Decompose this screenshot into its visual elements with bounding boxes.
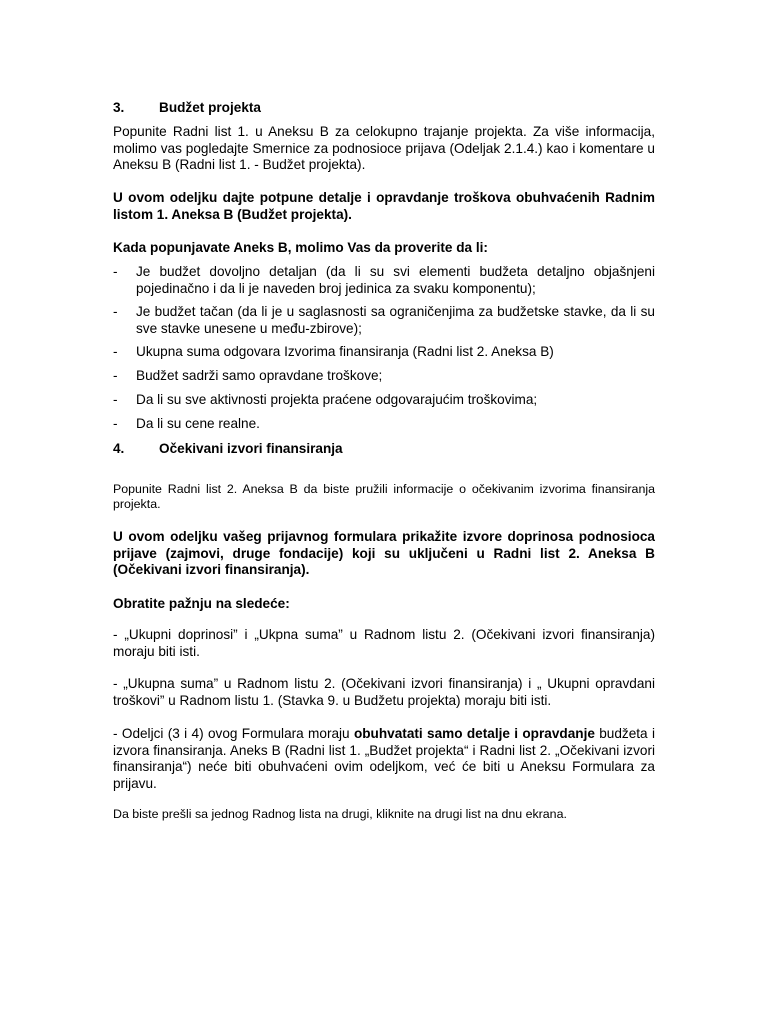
section-4-title: Očekivani izvori finansiranja — [159, 441, 343, 456]
note-3-part-1: - Odeljci (3 i 4) ovog Formulara moraju — [113, 726, 354, 741]
bullet-text: Da li su sve aktivnosti projekta praćene odgovarajućim troškovima; — [136, 392, 538, 407]
bullet-text: Je budžet tačan (da li je u saglasnosti sa ograničenjima za budžetske stavke, da li su sve stavke unesene u među-zbirove); — [136, 304, 655, 336]
note-1: - „Ukupni doprinosi” i „Ukpna suma” u Radnom listu 2. (Očekivani izvori finansiranja) moraju biti isti. — [113, 627, 655, 659]
section-3-check-heading: Kada popunjavate Aneks B, molimo Vas da proverite da li: — [113, 240, 488, 255]
section-4-bold-note: U ovom odeljku vašeg prijavnog formulara prikažite izvore doprinosa podnosioca prijave (zajmovi, druge fondacije) koji su uključeni u Radni list 2. Aneksa B (Očekivani izvori finansiranja). — [113, 529, 655, 577]
bullet-dash: - — [113, 344, 118, 359]
bullet-dash: - — [113, 304, 118, 319]
bullet-dash: - — [113, 416, 118, 431]
section-3-number: 3. — [113, 100, 125, 115]
bullet-dash: - — [113, 392, 118, 407]
bullet-text: Ukupna suma odgovara Izvorima finansiranja (Radni list 2. Aneksa B) — [136, 344, 554, 359]
bullet-text: Da li su cene realne. — [136, 416, 260, 431]
section-4-number: 4. — [113, 441, 125, 456]
bullet-text: Je budžet dovoljno detaljan (da li su svi elementi budžeta detaljno objašnjeni pojedinačno i da li je naveden broj jedinica za svaku komponentu); — [136, 264, 655, 296]
section-3-intro: Popunite Radni list 1. u Aneksu B za celokupno trajanje projekta. Za više informacija, molimo vas pogledajte Smernice za podnosioce prijava (Odeljak 2.1.4.) kao i komentare u Aneksu B (Radni list 1. - Budžet projekta). — [113, 124, 655, 172]
bullet-dash: - — [113, 368, 118, 383]
note-3-bold: obuhvatati samo detalje i opravdanje — [353, 726, 595, 741]
footer-instruction: Da biste prešli sa jednog Radnog lista na drugi, kliknite na drugi list na dnu ekrana. — [113, 807, 567, 821]
section-3-heading — [113, 100, 655, 117]
section-3-bold-note: U ovom odeljku dajte potpune detalje i opravdanje troškova obuhvaćenih Radnim listom 1. Aneksa B (Budžet projekta). — [113, 190, 655, 222]
section-3-title: Budžet projekta — [159, 100, 261, 115]
note-2: - „Ukupna suma” u Radnom listu 2. (Očekivani izvori finansiranja) i „ Ukupni opravdani troškovi” u Radnom listu 1. (Stavka 9. u Budžetu projekta) moraju biti isti. — [113, 676, 655, 708]
bullet-text: Budžet sadrži samo opravdane troškove; — [136, 368, 383, 383]
section-4-attention-heading: Obratite pažnju na sledeće: — [113, 596, 290, 611]
bullet-dash: - — [113, 264, 118, 279]
note-3-part-2: budžeta i izvora finansiranja. Aneks B (Radni list 1. „Budžet projekta“ i Radni list 2. „Očekivani izvori finansiranja“) neće biti obuhvaćeni ovim odeljkom, već će biti u Aneksu Formulara za prijavu. — [113, 726, 655, 791]
section-4-intro: Popunite Radni list 2. Aneksa B da biste pružili informacije o očekivanim izvorima finansiranja projekta. — [113, 482, 655, 511]
section-4-heading — [113, 441, 655, 458]
note-3 — [113, 726, 655, 792]
